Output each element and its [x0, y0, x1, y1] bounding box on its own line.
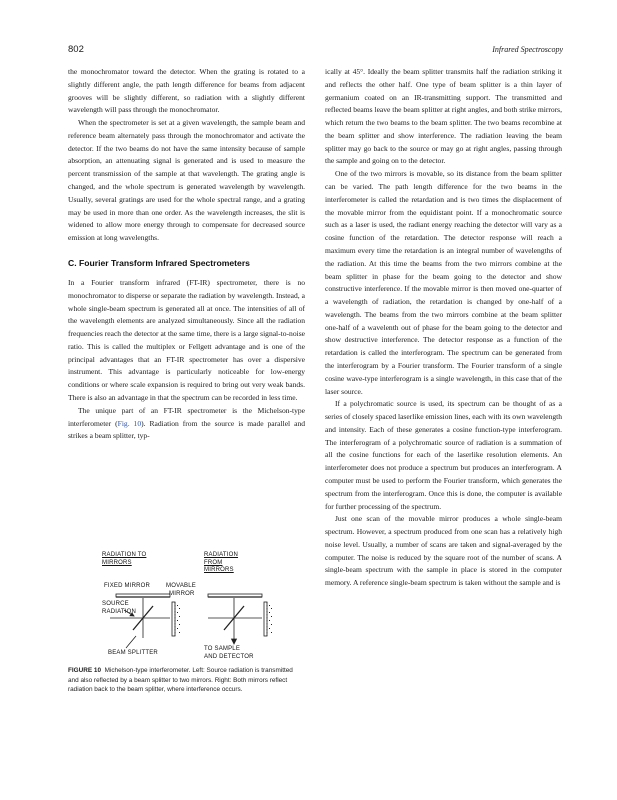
label-movable-mirror: MIRROR [169, 591, 195, 597]
paragraph-text: ). Radiation from the source is made parallel and strikes a beam splitter, typ- [68, 418, 306, 441]
movable-mirror-right [264, 602, 267, 636]
label-radiation-to-mirrors: RADIATION TO [102, 552, 147, 558]
caption-text: Michelson-type interferometer. Left: Source radiation is transmitted and also reflected by a beam splitter to two mirrors. Right: Both mirrors reflect radiation back to the beam splitter, where interference occurs. [68, 667, 293, 693]
page-number: 802 [68, 44, 84, 55]
paragraph: One of the two mirrors is movable, so its distance from the beam splitter can be varied. The path length difference for the two beams in the interferometer is called the retardation and is two times the displacement of the movable mirror from the equidistant point. If a monochromatic source such as a laser is used, the radiant energy reaching the detector will vary as a cosine function of the retardation. The detector response will reach a maximum every time the retardation is an integral number of wavelengths of the radiation. At this time the beams from the two mirrors combine at the beam splitter in phase for the beam going to the detector and show constructive interference. If the movable mirror is then moved one-quarter of a wavelength of radiation, the retardation is changed by one-half of a wavelength. The beams from the two mirrors combine at the beam splitter one-half of a wavelenth out of phase for the beam going to the detector and show destructive interference. The detector response as a function of the retardation is called the interferogram. The spectrum can be generated from the interferogram by a Fourier transform. The Fourier transform of a single cosine wave-type interferogram is a single wavelength, in this case that of the laser source. [325, 169, 562, 396]
label-to-sample: TO SAMPLE [204, 646, 241, 652]
figure-reference-link[interactable]: Fig. 10 [117, 418, 142, 428]
label-source-radiation: SOURCE [102, 601, 129, 607]
figure-caption [68, 666, 305, 695]
interferometer-figure [100, 550, 300, 662]
paragraph-text: The unique part of an FT-IR spectrometer is the Michelson-type interferometer ( [68, 405, 305, 428]
label-movable-mirror: MOVABLE [166, 583, 196, 589]
paragraph: If a polychromatic source is used, its spectrum can be thought of as a series of closely spaced laserlike emission lines, each with its own wavelength and intensity. Each of these generates a cosine function-type interferogram. The interferogram of a polychromatic source of radiation is a summation of all the cosine functions for each of the laserlike resolution elements. An interferometer does not produce a spectrum but produces an interferogram. A computer must be used to perform the Fourier transform, which generates the spectrum from the interferogram. Once this is done, the computer is available for further processing of the spectrum. [325, 399, 562, 511]
label-radiation-to-mirrors: MIRRORS [102, 559, 132, 566]
running-title: Infrared Spectroscopy [492, 45, 563, 54]
movable-mirror-left [172, 602, 175, 636]
right-column [325, 66, 562, 590]
label-source-radiation: RADIATION [102, 608, 137, 615]
left-column [68, 66, 305, 443]
label-radiation-from-mirrors: RADIATION [204, 552, 239, 558]
paragraph: ically at 45°. Ideally the beam splitter transmits half the radiation striking it and reflects the other half. One type of beam splitter is a thin layer of germanium coated on an IR-transmitting support. The transmitted and reflected beams leave the beam splitter at right angles, and both strike mirrors, which return the two beams to the beam splitter. The two beams recombine at the beam splitter and show interference. The radiation leaving the beam splitter may go back to the source or may go at right angles, passing through the sample and going on to the detector. [325, 67, 562, 166]
label-to-sample: AND DETECTOR [204, 653, 254, 660]
label-fixed-mirror: FIXED MIRROR [104, 583, 151, 589]
paragraph [68, 405, 305, 443]
interferometer-diagram [100, 550, 300, 662]
paragraph: When the spectrometer is set at a given wavelength, the sample beam and reference beam alternately pass through the monochromator and activate the detector. If the two beams do not have the same intensity because of sample absorption, an attenuating signal is generated and is used to measure the percent transmission of the sample at that wavelength. The grating angle is changed, and the whole spectrum is generated wavelength by wavelength. Usually, several gratings are used for the whole spectral range, and a grating may be used in more than one order. As the wavelength increases, the slit is widened to allow more energy through to compensate for decreased source emission at long wavelengths. [68, 118, 305, 243]
label-beam-splitter: BEAM SPLITTER [108, 650, 158, 656]
paragraph: Just one scan of the movable mirror produces a whole single-beam spectrum. However, a spectrum produced from one scan has a relatively high noise level. Usually, a number of scans are taken and signal-averaged by the computer. The noise is reduced by the square root of the number of scans. A single-beam spectrum with the sample in place is stored in the computer memory. A reference single-beam spectrum is taken without the sample and is [325, 514, 562, 588]
caption-label: FIGURE 10 [68, 667, 102, 674]
section-heading: C. Fourier Transform Infrared Spectrometers [68, 257, 250, 268]
label-radiation-from-mirrors: FROM [204, 559, 223, 566]
paragraph: the monochromator toward the detector. When the grating is rotated to a slightly different angle, the path length difference for beams from adjacent grooves will be slightly different, so radiation with a slightly different wavelength will pass through the monochromator. [68, 67, 305, 115]
label-radiation-from-mirrors: MIRRORS [204, 567, 234, 573]
paragraph: In a Fourier transform infrared (FT-IR) spectrometer, there is no monochromator to disperse or separate the radiation by wavelength. Instead, a whole single-beam spectrum is generated all at once. The intensities of all of the wavelength elements are analyzed simultaneously. Since all the radiation frequencies reach the detector at the same time, there is a large signal-to-noise ratio. This is called the multiplex or Fellgett advantage and is one of the principal advantages that an FT-IR spectrometer has over a dispersive instrument. This advantage is particularly noticeable for low-energy conditions or where scale expansion is required to bring out very weak bands. There is also an advantage in that the spectrum can be recorded in less time. [68, 277, 305, 402]
